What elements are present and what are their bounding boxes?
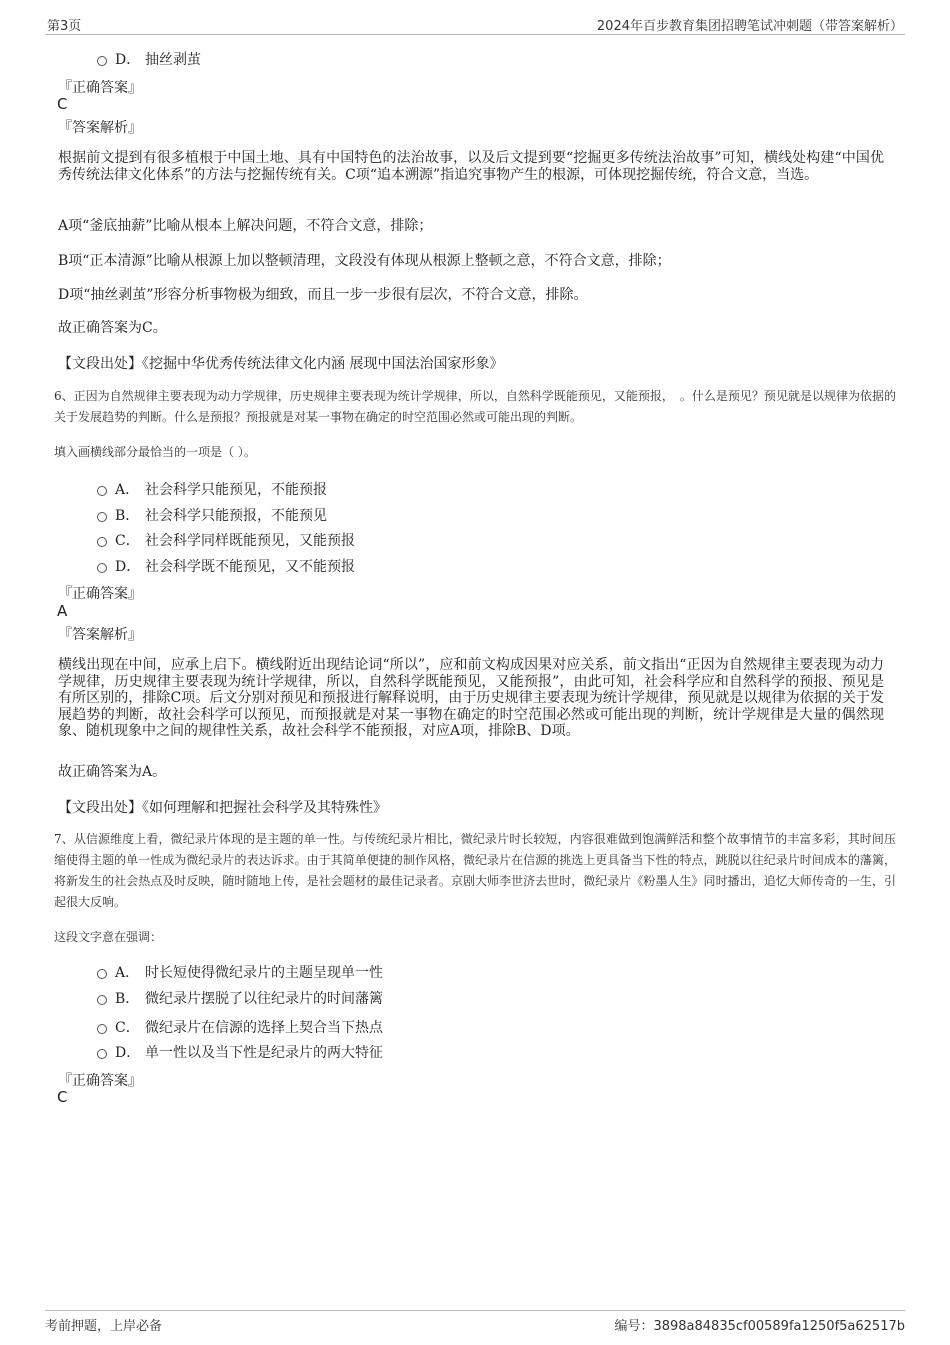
radio-icon[interactable] bbox=[97, 1024, 107, 1034]
q5-answer: C bbox=[57, 95, 68, 113]
q5-answer-label: 『正确答案』 bbox=[58, 80, 142, 96]
option-letter: A． bbox=[115, 482, 140, 498]
q6-prompt: 填入画横线部分最恰当的一项是（ ）。 bbox=[54, 445, 256, 459]
option-text: 微纪录片在信源的选择上契合当下热点 bbox=[145, 1020, 383, 1036]
option-letter: C． bbox=[115, 1020, 140, 1036]
q6-option-a[interactable] bbox=[97, 479, 327, 499]
q7-prompt: 这段文字意在强调： bbox=[54, 930, 163, 944]
option-letter: D． bbox=[115, 559, 141, 575]
q6-option-d[interactable] bbox=[97, 556, 355, 576]
q6-option-b[interactable] bbox=[97, 505, 327, 525]
q6-option-c[interactable] bbox=[97, 530, 355, 550]
q6-analysis-para-2: 故正确答案为A。 bbox=[58, 764, 167, 780]
option-text: 时长短使得微纪录片的主题呈现单一性 bbox=[145, 965, 383, 981]
page-footer bbox=[45, 1310, 905, 1333]
option-text: 单一性以及当下性是纪录片的两大特征 bbox=[145, 1045, 383, 1061]
q6-answer: A bbox=[57, 602, 68, 620]
radio-icon[interactable] bbox=[97, 486, 107, 496]
option-text: 社会科学同样既能预见，又能预报 bbox=[145, 533, 355, 549]
q5-analysis-para-4: D项“抽丝剥茧”形容分析事物极为细致，而且一步一步很有层次，不符合文意，排除。 bbox=[58, 287, 588, 303]
q7-option-b[interactable] bbox=[97, 988, 383, 1008]
q7-stem: 7、从信源维度上看，微纪录片体现的是主题的单一性。与传统纪录片相比，微纪录片时长较短，内容很难做到饱满鲜活和整个故事情节的丰富多彩，其时间压缩使得主题的单一性成为微纪录片的表达诉求。由于其简单便捷的制作风格，微纪录片在信源的挑选上更具备当下性的特点，跳脱以往纪录片时间成本的藩篱，将新发生的社会热点及时反映，随时随地上传，是社会题材的最佳记录者。京剧大师李世济去世时，微纪录片《粉墨人生》同时播出，追忆大师传奇的一生，引起很大反响。 bbox=[54, 832, 896, 909]
option-text: 微纪录片摆脱了以往纪录片的时间藩篱 bbox=[145, 991, 383, 1007]
q5-analysis-label: 『答案解析』 bbox=[58, 120, 142, 136]
option-letter: D． bbox=[115, 52, 141, 68]
q6-stem: 6、正因为自然规律主要表现为动力学规律，历史规律主要表现为统计学规律，所以，自然科学既能预见，又能预报， 。什么是预见？预见就是以规律为依据的关于发展趋势的判断。什么是预报？预报就是对某一事物在确定的时空范围必然或可能出现的判断。 bbox=[54, 389, 896, 424]
footer-slogan: 考前押题，上岸必备 bbox=[45, 1319, 163, 1334]
radio-icon[interactable] bbox=[97, 969, 107, 979]
radio-icon[interactable] bbox=[97, 995, 107, 1005]
option-letter: A． bbox=[115, 965, 140, 981]
q6-source: 【文段出处】《如何理解和把握社会科学及其特殊性》 bbox=[58, 800, 387, 816]
document-title: 2024年百步教育集团招聘笔试冲刺题（带答案解析） bbox=[596, 19, 903, 34]
footer-serial: 编号：3898a84835cf00589fa1250f5a62517b bbox=[614, 1319, 905, 1334]
q7-option-d[interactable] bbox=[97, 1042, 383, 1062]
radio-icon[interactable] bbox=[97, 563, 107, 573]
q7-option-c[interactable] bbox=[97, 1017, 383, 1037]
option-letter: B． bbox=[115, 508, 140, 524]
q7-option-a[interactable] bbox=[97, 962, 383, 982]
q6-analysis-para-1: 横线出现在中间，应承上启下。横线附近出现结论词“所以”，应和前文构成因果对应关系，前文指出“正因为自然规律主要表现为动力学规律，历史规律主要表现为统计学规律，所以，自然科学既能预见，又能预报”，由此可知，社会科学应和自然科学的预报、预见是有所区别的，排除C项。后文分别对预见和预报进行解释说明，由于历史规律主要表现为统计学规律，预见就是以规律为依据的关于发展趋势的判断，故社会科学可以预见，而预报就是对某一事物在确定的时空范围必然或可能出现的判断，统计学规律是大量的偶然现象、随机现象中之间的规律性关系，故社会科学不能预报，对应A项，排除B、D项。 bbox=[58, 657, 884, 739]
q5-analysis-para-5: 故正确答案为C。 bbox=[58, 320, 167, 336]
q5-source: 【文段出处】《挖掘中华优秀传统法律文化内涵 展现中国法治国家形象》 bbox=[58, 356, 504, 372]
option-text: 抽丝剥茧 bbox=[145, 52, 201, 68]
page-number: 第3页 bbox=[47, 19, 82, 34]
q5-analysis-para-1: 根据前文提到有很多植根于中国土地、具有中国特色的法治故事，以及后文提到要“挖掘更多传统法治故事”可知，横线处构建“中国优秀传统法律文化体系”的方法与挖掘传统有关。C项“追本溯源”指追究事物产生的根源，可体现挖掘传统，符合文意，当选。 bbox=[58, 150, 884, 183]
page-header bbox=[45, 14, 905, 35]
q5-option-d[interactable] bbox=[97, 49, 201, 69]
q6-analysis-label: 『答案解析』 bbox=[58, 627, 142, 643]
q5-analysis-para-2: A项“釜底抽薪”比喻从根本上解决问题，不符合文意，排除； bbox=[58, 218, 433, 234]
option-letter: B． bbox=[115, 991, 140, 1007]
radio-icon[interactable] bbox=[97, 1049, 107, 1059]
option-letter: D． bbox=[115, 1045, 141, 1061]
option-text: 社会科学只能预见，不能预报 bbox=[145, 482, 327, 498]
radio-icon[interactable] bbox=[97, 56, 107, 66]
option-letter: C． bbox=[115, 533, 140, 549]
q7-answer: C bbox=[57, 1088, 68, 1106]
option-text: 社会科学既不能预见，又不能预报 bbox=[145, 559, 355, 575]
q7-answer-label: 『正确答案』 bbox=[58, 1073, 142, 1089]
q6-answer-label: 『正确答案』 bbox=[58, 586, 142, 602]
q5-analysis-para-3: B项“正本清源”比喻从根源上加以整顿清理，文段没有体现从根源上整顿之意，不符合文意，排除； bbox=[58, 253, 671, 269]
radio-icon[interactable] bbox=[97, 537, 107, 547]
radio-icon[interactable] bbox=[97, 512, 107, 522]
option-text: 社会科学只能预报，不能预见 bbox=[145, 508, 327, 524]
